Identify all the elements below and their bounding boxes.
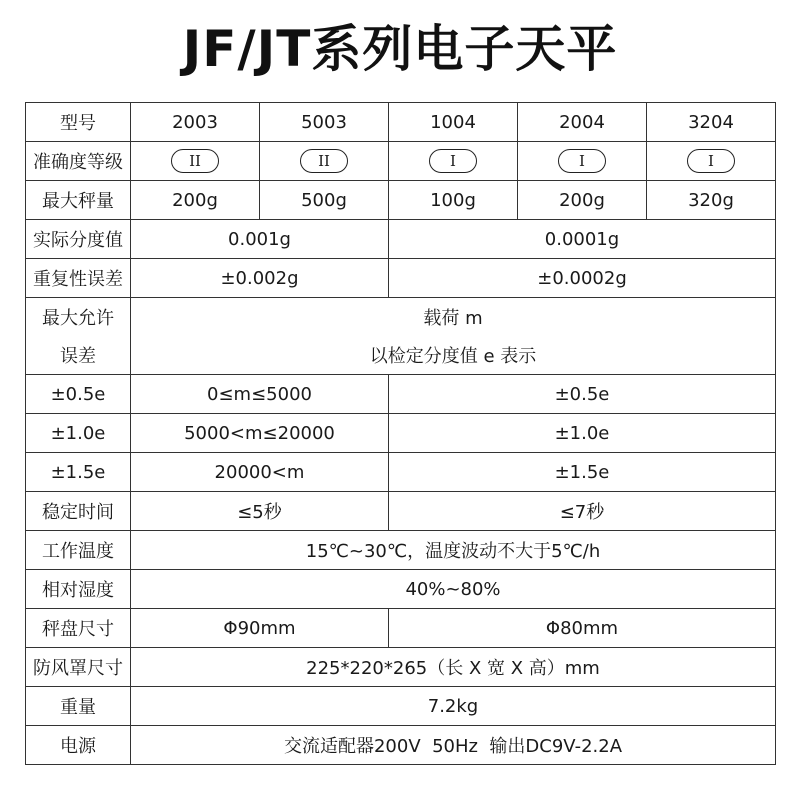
table-row-power	[26, 726, 776, 765]
table-cell: 3204	[647, 103, 776, 142]
row-header: ±0.5e	[26, 375, 131, 414]
table-row-e05	[26, 375, 776, 414]
row-header: 重量	[26, 687, 131, 726]
table-cell: 20000<m	[131, 453, 389, 492]
table-cell: 以检定分度值 e 表示	[131, 336, 776, 375]
row-header: 秤盘尺寸	[26, 609, 131, 648]
table-cell	[647, 142, 776, 181]
table-cell: 225*220*265（长 X 宽 X 高）mm	[131, 648, 776, 687]
row-header: 稳定时间	[26, 492, 131, 531]
table-cell: 0≤m≤5000	[131, 375, 389, 414]
row-header: 型号	[26, 103, 131, 142]
row-header: 电源	[26, 726, 131, 765]
spec-table	[25, 102, 776, 765]
table-cell: 200g	[518, 181, 647, 220]
table-cell: ±1.0e	[389, 414, 776, 453]
accuracy-class-badge: I	[687, 149, 735, 173]
row-header: ±1.5e	[26, 453, 131, 492]
table-row-e10	[26, 414, 776, 453]
accuracy-class-badge: I	[558, 149, 606, 173]
table-row-accuracy	[26, 142, 776, 181]
table-row-temperature	[26, 531, 776, 570]
table-row-repeatability	[26, 259, 776, 298]
page-title: JF/JT系列电子天平	[182, 20, 618, 78]
table-row-windshield	[26, 648, 776, 687]
table-cell: 5003	[260, 103, 389, 142]
table-row-mpe-1	[26, 298, 776, 337]
table-cell: 7.2kg	[131, 687, 776, 726]
table-cell: ±0.5e	[389, 375, 776, 414]
accuracy-class-badge: II	[171, 149, 219, 173]
table-row-mpe-2	[26, 336, 776, 375]
table-cell: 5000<m≤20000	[131, 414, 389, 453]
table-cell: 2003	[131, 103, 260, 142]
table-cell: 载荷 m	[131, 298, 776, 337]
row-header: 最大秤量	[26, 181, 131, 220]
table-cell: 2004	[518, 103, 647, 142]
table-cell: 500g	[260, 181, 389, 220]
table-cell	[518, 142, 647, 181]
table-cell: 15℃~30℃，温度波动不大于5℃/h	[131, 531, 776, 570]
table-row-model	[26, 103, 776, 142]
table-row-division	[26, 220, 776, 259]
table-cell: ±0.0002g	[389, 259, 776, 298]
row-header: 最大允许	[26, 298, 131, 337]
table-cell: ±0.002g	[131, 259, 389, 298]
table-row-humidity	[26, 570, 776, 609]
table-row-stable-time	[26, 492, 776, 531]
accuracy-class-badge: II	[300, 149, 348, 173]
table-cell: 1004	[389, 103, 518, 142]
table-cell: 200g	[131, 181, 260, 220]
table-cell: 100g	[389, 181, 518, 220]
row-header: 工作温度	[26, 531, 131, 570]
row-header: 实际分度值	[26, 220, 131, 259]
table-cell: 320g	[647, 181, 776, 220]
row-header: 准确度等级	[26, 142, 131, 181]
table-cell: 0.001g	[131, 220, 389, 259]
table-cell: 40%~80%	[131, 570, 776, 609]
row-header: 重复性误差	[26, 259, 131, 298]
table-row-e15	[26, 453, 776, 492]
table-cell	[260, 142, 389, 181]
table-row-pan-size	[26, 609, 776, 648]
table-row-weight	[26, 687, 776, 726]
table-cell: Φ80mm	[389, 609, 776, 648]
table-cell: 交流适配器200V 50Hz 输出DC9V-2.2A	[131, 726, 776, 765]
row-header: 防风罩尺寸	[26, 648, 131, 687]
table-row-max-capacity	[26, 181, 776, 220]
accuracy-class-badge: I	[429, 149, 477, 173]
row-header: 误差	[26, 336, 131, 375]
table-cell: 0.0001g	[389, 220, 776, 259]
row-header: ±1.0e	[26, 414, 131, 453]
table-cell: ±1.5e	[389, 453, 776, 492]
table-cell: ≤7秒	[389, 492, 776, 531]
table-cell	[131, 142, 260, 181]
table-cell: Φ90mm	[131, 609, 389, 648]
table-cell: ≤5秒	[131, 492, 389, 531]
row-header: 相对湿度	[26, 570, 131, 609]
table-cell	[389, 142, 518, 181]
